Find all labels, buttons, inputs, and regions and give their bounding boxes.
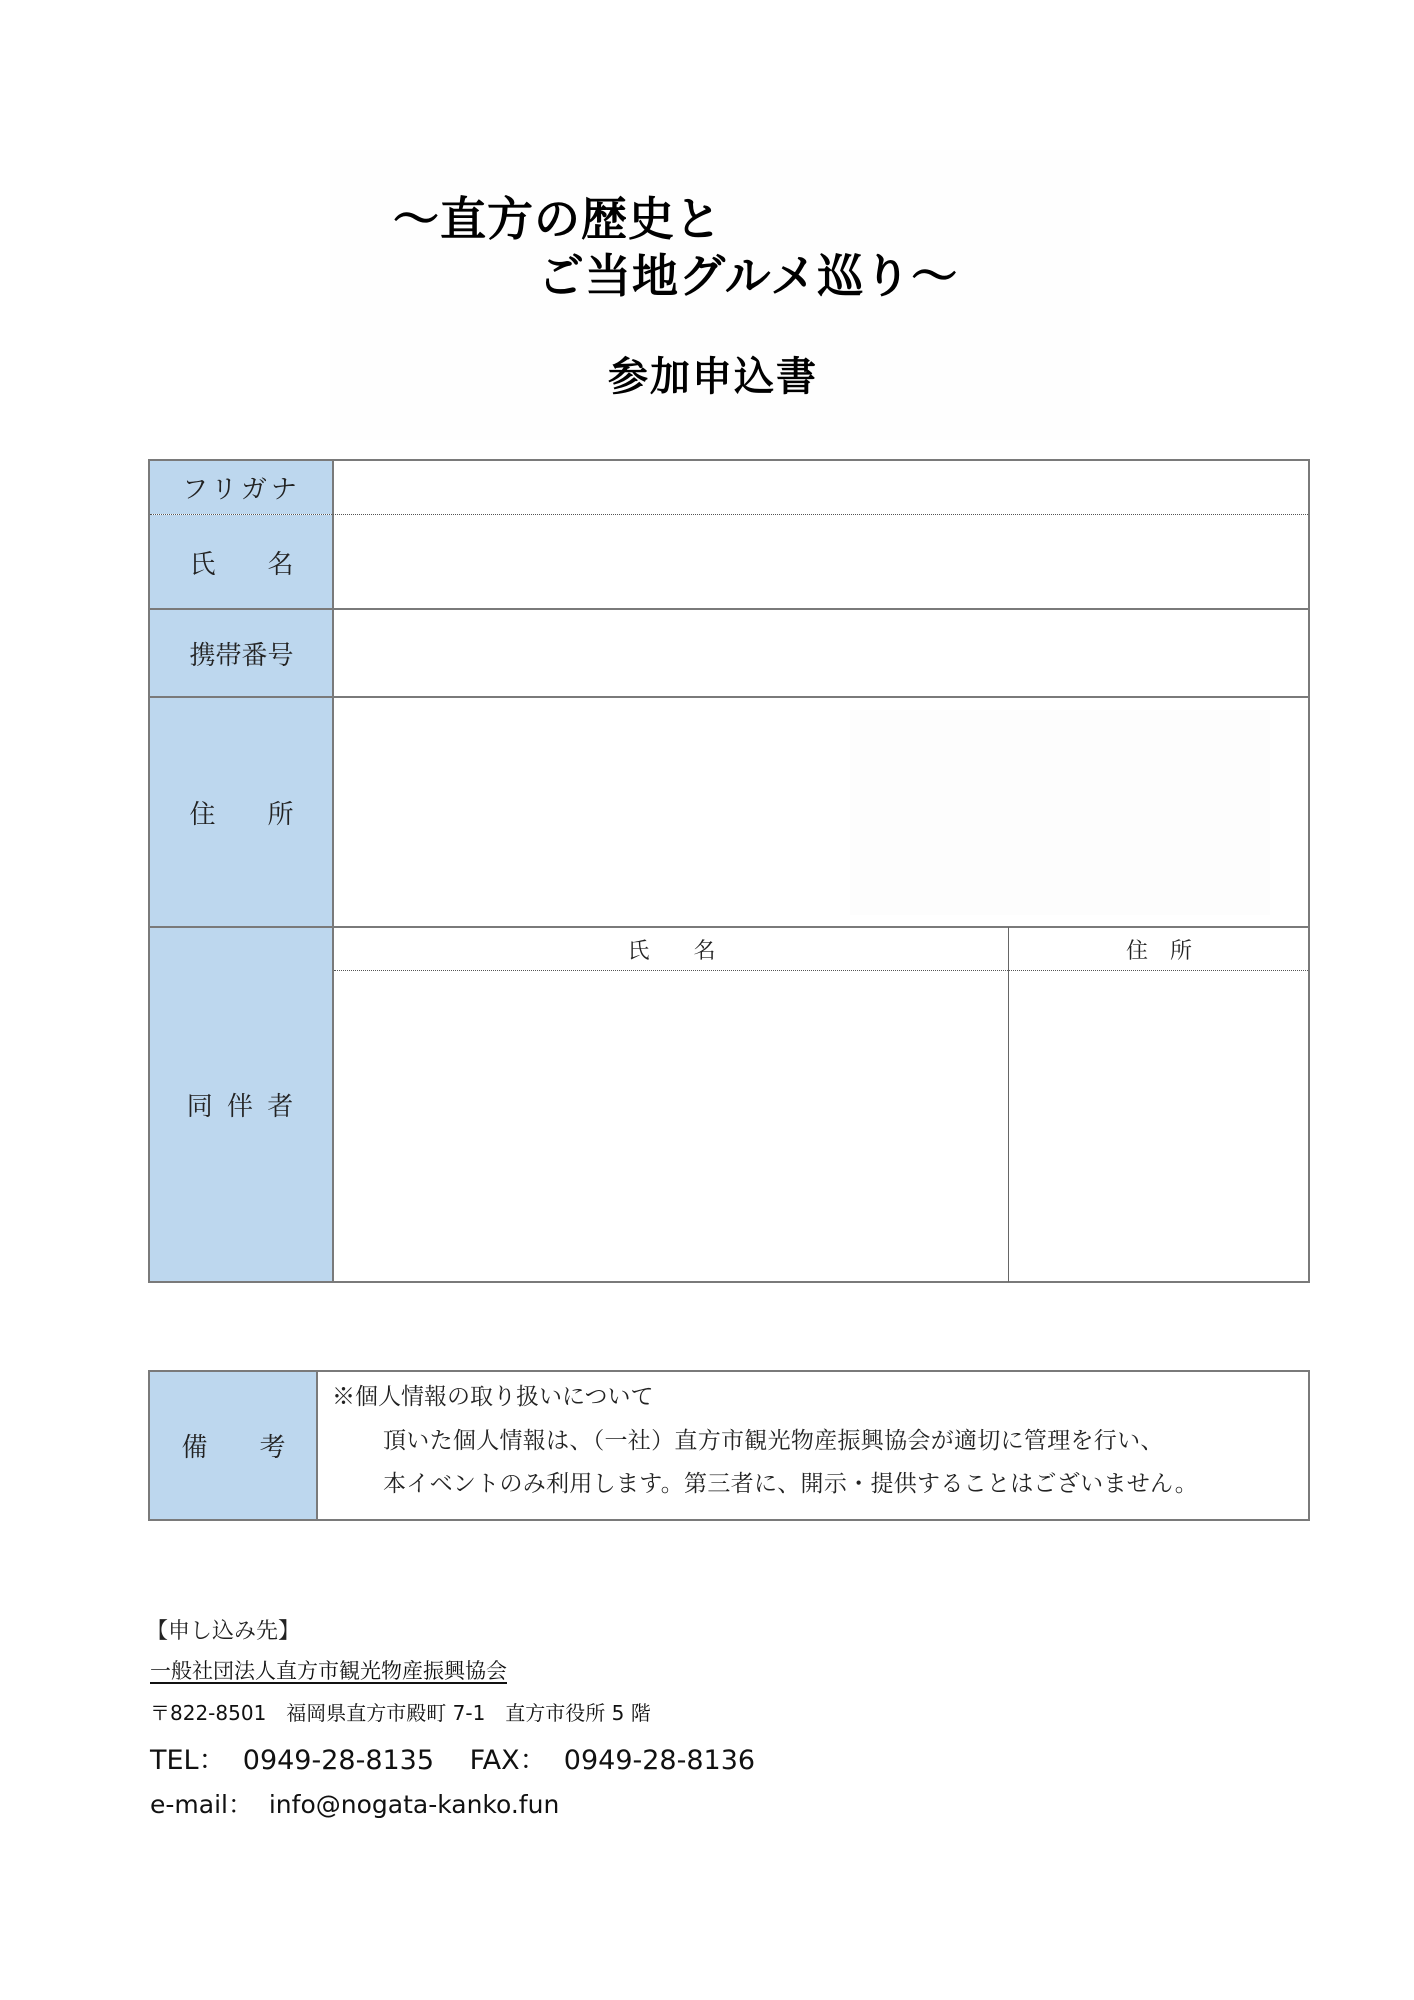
row-divider [150, 608, 1308, 610]
label-address [150, 698, 333, 927]
remarks-line2: 本イベントのみ利用します。第三者に、開示・提供することはございません。 [383, 1471, 1199, 1497]
companion-column-divider [1008, 927, 1009, 1282]
companion-col-address [1010, 929, 1308, 970]
label-name-text: 氏 名 [189, 549, 294, 580]
companion-col-address-text: 住 所 [1125, 939, 1192, 964]
document-subtitle: 参加申込書 [608, 354, 818, 400]
document-title-line2: ご当地グルメ巡り～ [538, 249, 959, 303]
companion-address-field[interactable] [1010, 972, 1308, 1281]
remarks-column-divider [316, 1370, 318, 1521]
remarks-heading: ※個人情報の取り扱いについて [332, 1384, 654, 1410]
companion-col-name [335, 929, 1008, 970]
companion-name-field[interactable] [335, 972, 1007, 1281]
header-column-divider [332, 459, 334, 1283]
companion-header-divider [334, 970, 1308, 971]
companion-col-name-text: 氏 名 [627, 939, 716, 964]
row-divider-dotted [150, 514, 1308, 515]
label-name [150, 515, 333, 609]
name-field[interactable] [335, 516, 1308, 608]
label-companions [150, 928, 333, 1281]
label-mobile [150, 610, 333, 697]
mobile-field[interactable] [335, 611, 1308, 696]
row-divider [150, 926, 1308, 928]
contact-organization: 一般社団法人直方市観光物産振興協会 [150, 1659, 507, 1683]
contact-email[interactable]: e-mail： info@nogata-kanko.fun [150, 1790, 560, 1819]
contact-tel-fax[interactable]: TEL： 0949-28-8135 FAX： 0949-28-8136 [150, 1745, 756, 1776]
remarks-line1: 頂いた個人情報は、（一社）直方市観光物産振興協会が適切に管理を行い、 [383, 1428, 1164, 1454]
label-mobile-text: 携帯番号 [189, 641, 294, 671]
contact-address: 〒822-8501 福岡県直方市殿町 7-1 直方市役所 5 階 [150, 1701, 651, 1725]
label-furigana-text: フリガナ [182, 475, 301, 505]
row-divider [150, 696, 1308, 698]
label-companions-text: 同 伴 者 [186, 1092, 297, 1122]
contact-heading: 【申し込み先】 [146, 1619, 301, 1644]
label-furigana [150, 461, 333, 514]
address-field[interactable] [335, 699, 1308, 926]
document-title-line1: ～直方の歴史と [393, 192, 722, 246]
label-remarks-text: 備 考 [181, 1433, 286, 1463]
furigana-field[interactable] [335, 461, 1308, 513]
label-remarks [150, 1372, 317, 1519]
label-address-text: 住 所 [189, 800, 294, 830]
